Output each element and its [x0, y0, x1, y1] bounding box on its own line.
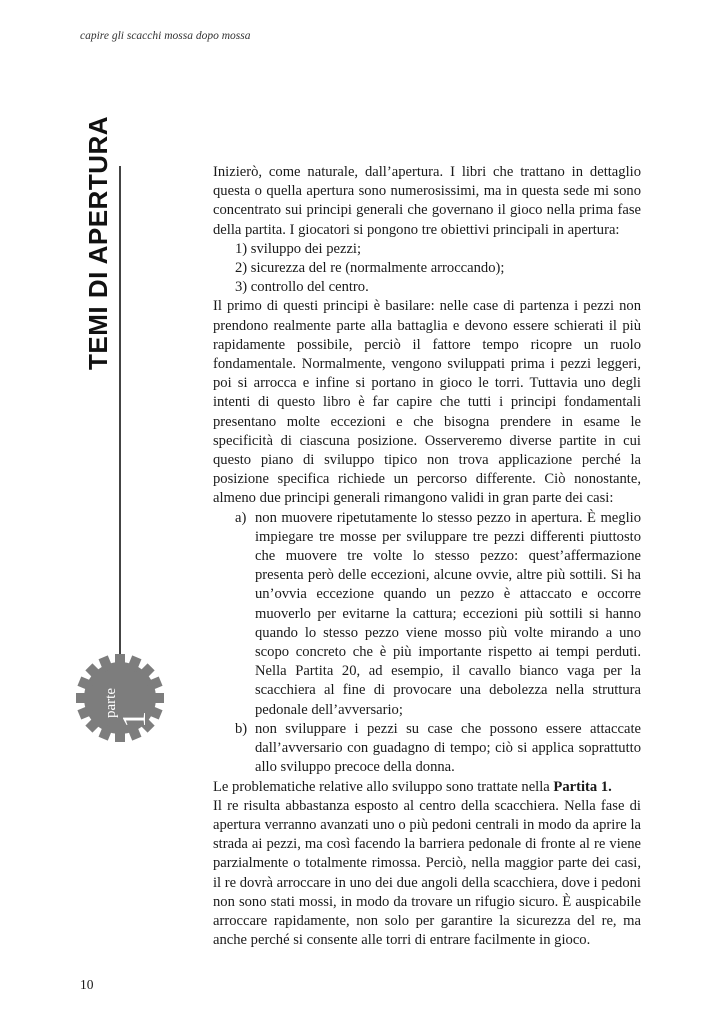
list-item — [213, 720, 641, 778]
gear-tooth — [150, 693, 164, 703]
page-number: 10 — [80, 977, 94, 992]
game-reference: Partita 1. — [553, 778, 612, 795]
vertical-rule — [119, 166, 121, 658]
gear-tooth — [115, 654, 125, 668]
paragraph-reference — [213, 778, 641, 797]
list-item — [213, 509, 641, 720]
paragraph-principles: Il primo di questi principi è basilare: nelle case di partenza i pezzi non prendono realmente parte alla battaglia e devono essere schierati il più rapidamente possibile, perciò il fattore tempo ricopre un ruolo fondamentale. Normalmente, vengono sviluppati prima i pezzi leggeri, poi si arrocca e infine si portano in gioco le torri. Tuttavia uno degli intenti di questo libro è far capire che tutti i principi fondamentali presentano molte eccezioni e che bisogna prendere in esame le specificità di ciascuna posizione. Osserveremo diverse partite in cui questo piano di sviluppo tipico non trova applicazione perché la posizione specifica richiede un percorso differente. Ciò nonostante, almeno due principi generali rimangono validi in gran parte dei casi: — [213, 298, 641, 507]
list-item: 3) controllo del centro. — [235, 279, 369, 296]
part-number: 1 — [116, 711, 153, 728]
part-label: parte — [103, 688, 119, 718]
list-text: non sviluppare i pezzi su case che possono essere attaccate dall’avversario con guadagno di tempo; ciò si applica soprattutto allo sviluppo precoce della donna. — [255, 720, 641, 776]
list-item: 2) sicurezza del re (normalmente arroccando); — [235, 260, 505, 277]
intro-paragraph: Inizierò, come naturale, dall’apertura. I libri che trattano in dettaglio questa o quella apertura sono numerosissimi, ma in questa sede mi sono concentrato sui principi generali che governano il gioco nella prima fase della partita. I giocatori si pongono tre obiettivi principali in apertura: — [213, 164, 641, 238]
rules-list — [213, 509, 641, 778]
running-head: capire gli scacchi mossa dopo mossa — [80, 30, 251, 42]
list-marker: a) — [235, 509, 247, 526]
gear-tooth — [115, 728, 125, 742]
paragraph-king-safety: Il re risulta abbastanza esposto al centro della scacchiera. Nella fase di apertura verranno avanzati uno o più pedoni centrali in modo da aprire la strada ai pezzi, ma così facendo la barriera pedonale di fronte al re viene parzialmente o totalmente rimossa. Perciò, nella maggior parte dei casi, il re dovrà arroccare in uno dei due angoli della scacchiera, dove i pedoni non sono stati mossi, in modo da trovare un rifugio sicuro. È auspicabile arroccare rapidamente, non solo per garantire la sicurezza del re, ma anche perché si consente alle torri di entrare facilmente in gioco. — [213, 797, 641, 949]
objectives-list — [213, 240, 641, 298]
part-title: TEMI DI APERTURA — [83, 115, 113, 370]
reference-text: Le problematiche relative allo sviluppo sono trattate nella — [213, 778, 554, 795]
gear-tooth — [76, 693, 90, 703]
gear-icon — [72, 650, 168, 746]
list-item: 1) sviluppo dei pezzi; — [235, 240, 362, 257]
list-text: non muovere ripetutamente lo stesso pezzo in apertura. È meglio impiegare tre mosse per sviluppare tre pezzi differenti piuttosto che muovere tre volte lo stesso pezzo: quest’affermazione presenta però delle eccezioni, alcune ovvie, altre più sottili. Si ha un’ovvia eccezione quando un pezzo è attaccato e occorre muoverlo per evitarne la cattura; eccezioni più sottili si hanno quando lo stesso pezzo viene mosso più volte mirando a uno scopo concreto che è più importante rispetto ai tempi perduti. Nella Partita 20, ad esempio, il cavallo bianco vaga per la scacchiera al fine di provocare una debolezza nella struttura pedonale dell’avversario; — [255, 509, 641, 718]
list-marker: b) — [235, 720, 248, 737]
body-text — [213, 163, 641, 950]
